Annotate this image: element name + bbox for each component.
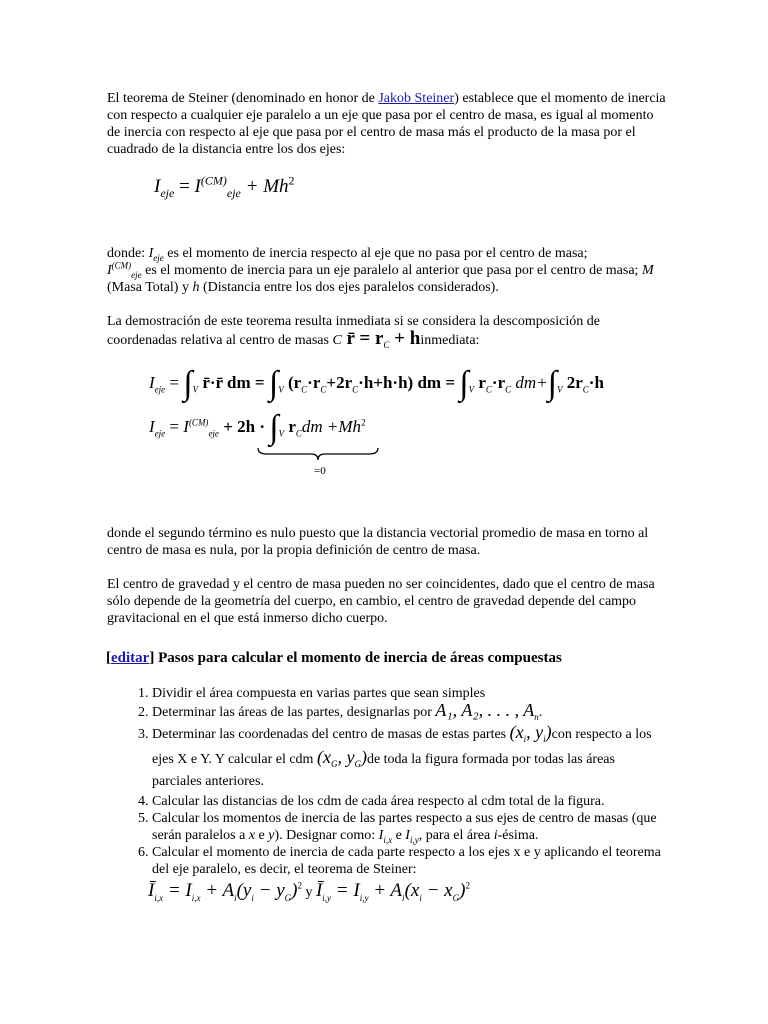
s6-eq2-f: ) [459,880,466,901]
eq-rhs-i: I [194,176,201,197]
def-i-cm-sub: eje [131,269,142,280]
integral-sign: ∫ [459,365,469,402]
demo1-int-sub-4: V [556,384,563,395]
s6-eq1-f: ) [291,880,298,901]
demo1-lhs: I [149,373,155,392]
step3-math1-end: ) [545,722,552,742]
demo-intro-formula: r̄ = r [341,328,384,349]
demo1-eq: = [165,373,184,392]
demo1-int-sub-2: V [278,384,284,395]
demo1-p5-sub: C [352,384,359,395]
step5-i: i [493,828,498,843]
section-heading [106,649,667,667]
step6-text: Calcular el momento de inercia de cada parte respecto a los ejes x e y aplicando el teorema del eje paralelo, es decir, el teorema de Steiner: [152,845,661,877]
eq-rhs-sub: eje [226,185,241,200]
s6-eq1: Ī [148,880,155,901]
step-2 [152,702,667,721]
def-text-2: es el momento de inercia respecto al eje que no pasa por el centro de masa; [163,246,588,261]
step3-text-a: Determinar las coordenadas del centro de masas de estas partes [152,727,510,742]
edit-section-link[interactable]: editar [111,650,150,666]
demo1-p3-sub: C [301,384,308,395]
step-3 [152,721,667,793]
s6-eq2-e-sub: G [452,892,460,903]
step3-text-b: con respecto a los ejes X e Y. Y calcular el cdm [152,727,652,767]
heading-title: Pasos para calcular el momento de inercia de áreas compuestas [154,650,562,666]
step3-math2: (x [316,747,331,767]
demo1-p10-sub: C [582,384,589,395]
heading-bracket-open: [ [106,650,111,666]
demo2-p5-sup: 2 [361,417,366,428]
step3-math1-sub2: i [543,733,546,744]
step5-text-d: e [392,828,406,843]
demo-intro-c: C [332,333,342,348]
step-5 [152,810,667,844]
eq-rest-sup: 2 [288,173,295,188]
step5-i2-sub: i,y [409,834,419,845]
demo2-rhs-sup: (CM) [188,417,209,428]
step3-math1: (x [509,722,524,742]
step5-i1: I [378,828,384,843]
demo1-p11: ·h [588,373,604,392]
s6-eq2-c-sub: i [402,892,405,903]
s6-eq1-e-sub: G [284,892,292,903]
demo1-p4: ·r [307,373,321,392]
def-text-1: donde: [107,246,149,261]
demo2-eq: = [165,417,184,436]
eq-lhs-sub: eje [160,185,175,200]
demo1-int-sub-3: V [468,384,475,395]
s6-eq1-c: + A [200,880,235,901]
demo-equation-line-1 [149,365,604,402]
s6-eq1-b: = I [163,880,192,901]
demo1-p2: r̄·r̄ dm = [198,373,269,392]
step5-y: y [268,828,275,843]
demo1-p7-sub: C [485,384,492,395]
s6-eq1-d-sub: i [251,892,254,903]
step-1: 1. Dividir el área compuesta en varias partes que sean simples [152,685,667,702]
demo1-int-sub-1: V [192,384,199,395]
second-term-paragraph: donde el segundo término es nulo puesto que la distancia vectorial promedio de masa en torno al centro de masa es nula, por la propia definición de centro de masa. [107,526,649,558]
definitions-paragraph [107,245,667,296]
demo1-p9: dm+ [511,373,548,392]
demo2-rhs-i: I [183,417,189,436]
integral-sign: ∫ [268,365,279,402]
s6-eq2-sub: i,y [322,892,332,903]
s6-eq1-e: − y [253,880,285,901]
demonstration-equations [107,365,768,485]
demonstration-intro [107,313,667,349]
demo-intro-text: La demostración de este teorema resulta inmediata si se considera la descomposición de coordenadas relativa al centro de masas [107,314,600,348]
demo2-int-sub: V [278,428,285,439]
underbrace [257,447,379,461]
step5-text-b: e [255,828,269,843]
underbrace-label: =0 [314,465,326,477]
heading-bracket-close: ] [149,650,155,666]
step3-math2-sub1: G [330,758,338,769]
demo1-lhs-sub: eje [154,384,166,395]
jakob-steiner-link[interactable]: Jakob Steiner [378,91,455,106]
def-text-5: (Distancia entre los dos ejes paralelos considerados). [199,280,499,295]
demo2-rhs-sub: eje [208,428,219,439]
integral-sign: ∫ [269,409,279,446]
s6-eq2-e: − x [421,880,453,901]
eq-rhs-sup: (CM) [200,173,227,188]
demo-equation-line-2 [149,409,366,446]
demo-intro-formula-end: + h [389,328,421,349]
demo-intro-formula-sub: C [383,339,390,350]
step-4: 4. Calcular las distancias de los cdm de cada área respecto al cdm total de la figura. [152,793,667,810]
s6-eq2-d: (x [404,880,420,901]
gravity-center-paragraph: El centro de gravedad y el centro de masa pueden no ser coincidentes, dado que el centro de masa sólo depende de la geometría del cuerpo, en cambio, el centro de gravedad depende del campo gravitacional en el que está inmerso dicho cuerpo. [107,577,655,626]
def-text-3: es el momento de inercia para un eje paralelo al anterior que pasa por el centro de masa; [141,263,642,278]
demo1-p10: 2r [562,373,583,392]
demo2-p2: + 2h · [218,417,270,436]
def-i-eje: I [148,246,154,261]
def-h: h [192,280,200,295]
demo2-lhs-sub: eje [154,428,166,439]
step2-math-sub: n [534,711,539,722]
step2-end: . [538,705,543,720]
demo1-p8-sub: C [505,384,512,395]
integral-sign: ∫ [183,365,193,402]
def-i-eje-sub: eje [153,252,164,263]
step2-math: A₁, A₂, . . . , A [435,700,535,720]
step5-text-f: -ésima. [497,828,539,843]
step3-math1-sub1: i [523,733,527,744]
demo2-p3: r [284,417,296,436]
step3-math2-mid: , y [337,747,355,767]
step5-i2: I [405,828,410,843]
step-6 [148,844,667,906]
step5-text-e: , para el área [418,828,494,843]
s6-eq2-b: = I [331,880,360,901]
demo1-p5: +2r [326,373,353,392]
integral-sign: ∫ [547,365,557,402]
def-m: M [641,263,654,278]
s6-eq2-sup: 2 [465,880,470,891]
demo1-p4-sub: C [320,384,327,395]
def-text-4: (Masa Total) y [107,280,193,295]
step5-i1-sub: i,x [383,834,393,845]
step3-math1-mid: , y [526,722,544,742]
demo2-lhs: I [149,417,155,436]
demo1-p7: r [474,373,486,392]
s6-eq2: Ī [315,880,323,901]
step5-text-a: Calcular los momentos de inercia de las partes respecto a sus ejes de centro de masas (que serán paralelos a [152,811,657,843]
s6-eq1-c-sub: i [234,892,237,903]
step2-text: Determinar las áreas de las partes, designarlas por [152,705,436,720]
intro-paragraph [107,90,667,158]
step3-text-c: de toda la figura formada por todas las áreas parciales anteriores. [152,752,615,789]
demo2-p3-sub: C [295,428,302,439]
s6-eq1-d: (y [236,880,252,901]
steps-list [107,685,667,906]
step5-x: x [248,828,256,843]
s6-mid: y [301,885,316,900]
s6-eq1-sub: i,x [154,892,164,903]
step3-math2-sub2: G [354,758,361,769]
eq-rest: + Mh [240,176,289,197]
demo1-p3: (r [283,373,302,392]
s6-eq1-b-sub: i,x [191,892,201,903]
s6-eq2-b-sub: i,y [359,892,369,903]
demo2-p5: +Mh [322,417,362,436]
eq-equals: = [174,176,195,197]
demo-intro-text-end: inmediata: [420,333,480,348]
s6-eq2-d-sub: i [419,892,422,903]
step3-math2-end: ) [360,747,367,767]
intro-text-end: ) establece que el momento de inercia con respecto a cualquier eje paralelo a un eje que pasa por el centro de masa, es igual al momento de inercia con respecto al eje que pasa por el centro de masa más el producto de la masa por el cuadrado de la distancia entre los dos ejes: [107,91,666,157]
s6-eq2-c: + A [368,880,403,901]
demo1-p6: ·h+h·h) dm = [358,373,460,392]
step5-text-c: ). Designar como: [274,828,379,843]
steiner-area-equations [148,880,470,901]
def-i-cm-sup: (CM) [111,260,132,271]
demo2-p4: dm [301,417,323,436]
steiner-equation [107,162,667,212]
demo1-p8: ·r [491,373,506,392]
s6-eq1-sup: 2 [297,880,302,891]
article-body [107,90,667,906]
def-i-cm: I [107,263,112,278]
eq-lhs: I [154,176,161,197]
intro-text-start: El teorema de Steiner (denominado en honor de [107,91,379,106]
